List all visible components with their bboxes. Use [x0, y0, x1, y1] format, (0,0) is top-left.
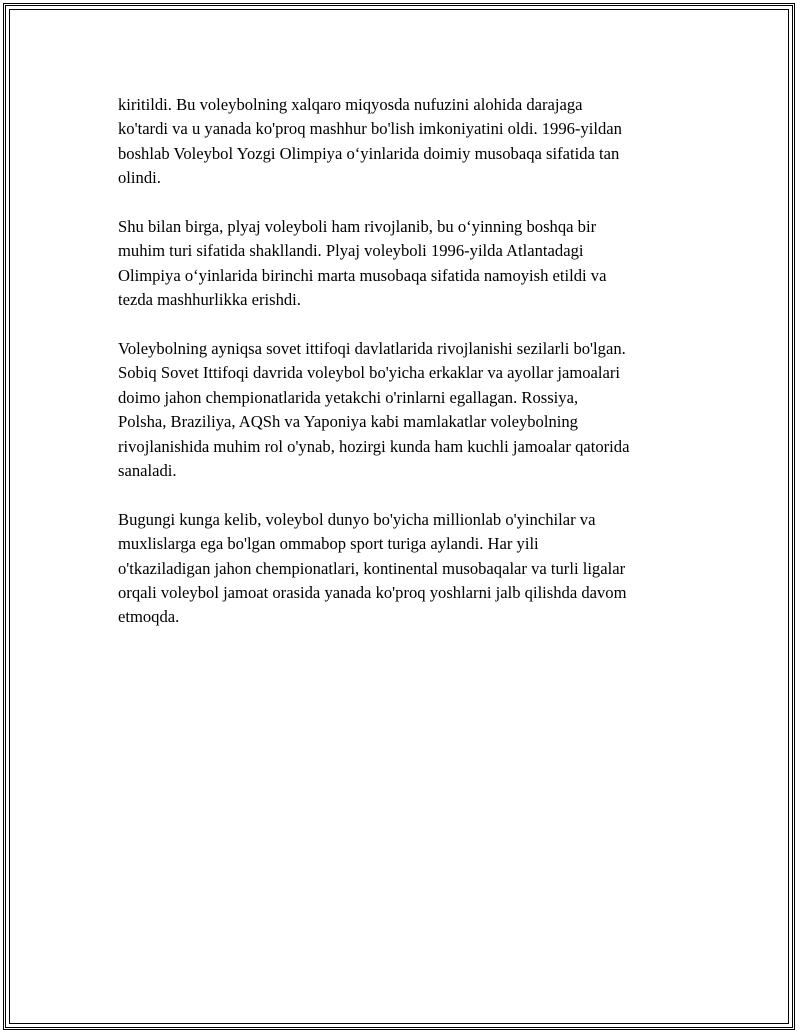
paragraph-modern-popularity: Bugungi kunga kelib, voleybol dunyo bo'yicha millionlab o'yinchilar va muxlislarga ega bo'lgan ommabop sport turiga aylandi. Har yili o'tkaziladigan jahon chempionatlari, kontinental musobaqalar va turli ligalar orqali voleybol jamoat orasida yanada ko'proq yoshlarni jalb qilishda davom etmoqda.: [118, 509, 627, 627]
document-body: [118, 93, 698, 654]
paragraph-soviet-development: Voleybolning ayniqsa sovet ittifoqi davlatlarida rivojlanishi sezilarli bo'lgan. Sobiq Sovet Ittifoqi davrida voleybol bo'yicha erkaklar va ayollar jamoalari doimo jahon chempionatlarida yetakchi o'rinlarni egallagan. Rossiya, Polsha, Braziliya, AQSh va Yaponiya kabi mamlakatlar voleybolning rivojlanishida muhim rol o'ynab, hozirgi kunda ham kuchli jamoalar qatorida sanaladi.: [118, 339, 630, 481]
paragraph-olympic-recognition: kiritildi. Bu voleybolning xalqaro miqyosda nufuzini alohida darajaga ko'tardi va u yanada ko'proq mashhur bo'lish imkoniyatini oldi. 1996-yildan boshlab Voleybol Yozgi Olimpiya o‘yinlarida doimiy musobaqa sifatida tan olindi.: [118, 95, 622, 188]
paragraph-beach-volleyball: Shu bilan birga, plyaj voleyboli ham rivojlanib, bu o‘yinning boshqa bir muhim turi sifatida shakllandi. Plyaj voleyboli 1996-yilda Atlantadagi Olimpiya o‘yinlarida birinchi marta musobaqa sifatida namoyish etildi va tezda mashhurlikka erishdi.: [118, 217, 607, 310]
